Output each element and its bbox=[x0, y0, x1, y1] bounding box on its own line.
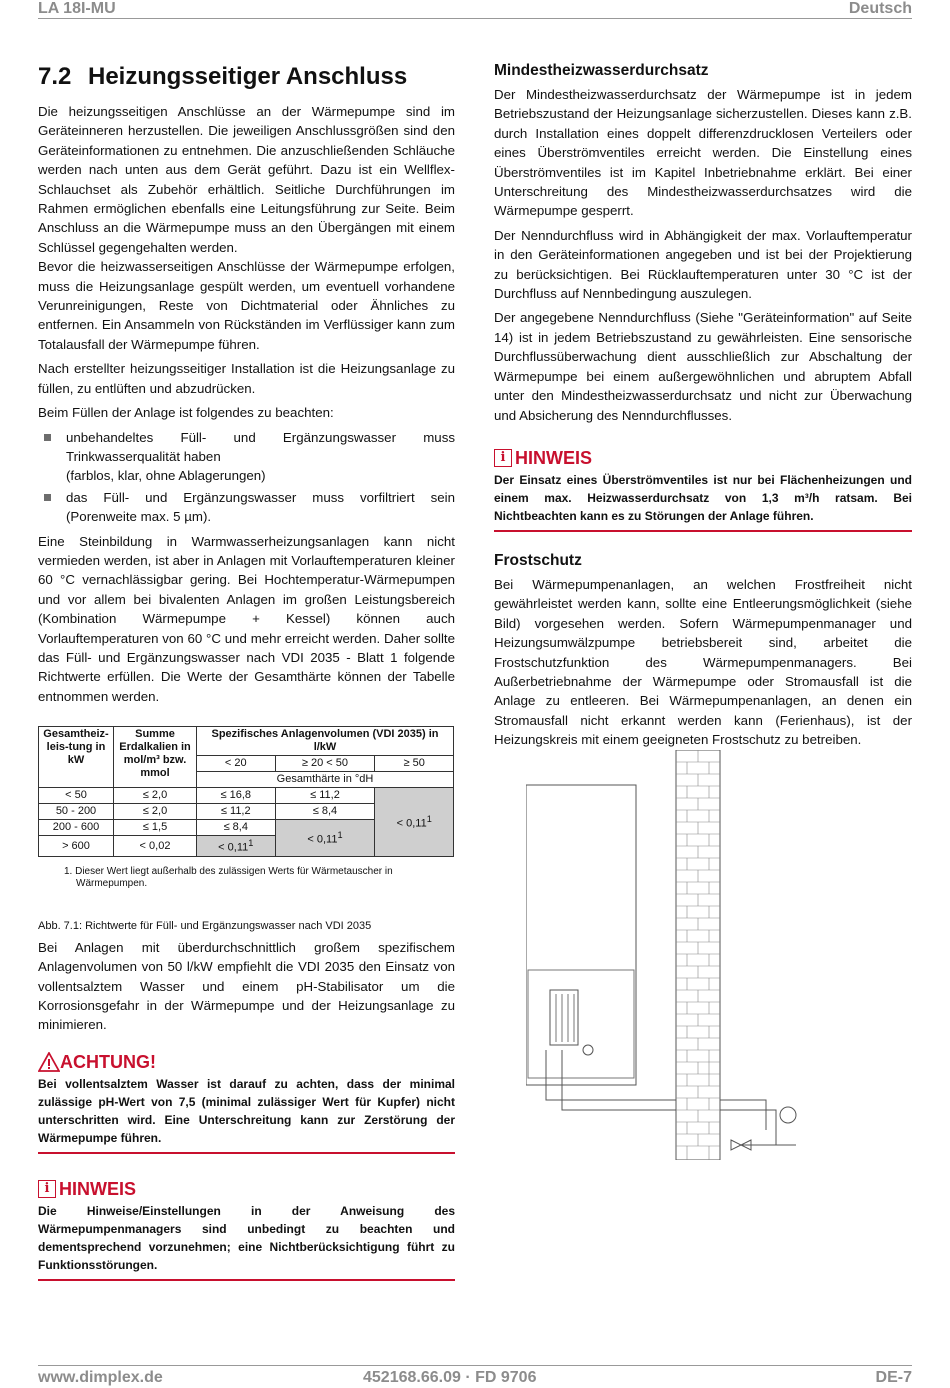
paragraph: Bei Anlagen mit überdurchschnittlich großem spezifischem Anlagenvolumen von 50 l/kW empfiehlt die VDI 2035 den Einsatz von vollentsalztem Wasser und einem pH-Stabilisator um die Korrosionsgefahr in der Wärmepumpe und der Heizungsanlage zu minimieren. bbox=[38, 939, 455, 1033]
table-header-hardness: Gesamthärte in °dH bbox=[197, 772, 454, 788]
info-icon: i bbox=[38, 1180, 56, 1198]
section-heading: Mindestheizwasserdurchsatz bbox=[494, 62, 709, 79]
hinweis-box bbox=[494, 447, 912, 532]
table-cell: ≤ 16,8 bbox=[197, 788, 276, 804]
vdi-2035-table bbox=[38, 726, 454, 857]
achtung-title: ACHTUNG! bbox=[60, 1051, 156, 1072]
paragraph: Der Nenndurchfluss wird in Abhängigkeit der max. Vorlauftemperatur in den Geräteinformationen angegeben und ist bei der Projektierung zu berücksichtigen. Bei Rücklauftemperaturen unter 30 °C ist der Durchfluss auf Nennbedingung auszulegen. bbox=[494, 227, 912, 302]
page-header bbox=[38, 0, 912, 19]
list-item-text: unbehandeltes Füll- und Ergänzungswasser muss Trinkwasserqualität haben bbox=[66, 429, 455, 464]
list-item bbox=[38, 488, 455, 527]
table-footnote: 1. Dieser Wert liegt außerhalb des zulässigen Werts für Wärmetauscher in Wärmepumpen. bbox=[64, 865, 393, 889]
paragraph: Eine Steinbildung in Warmwasserheizungsanlagen kann nicht vermieden werden, ist aber in Anlagen mit Vorlauftemperaturen kleiner 60 °C vernachlässigbar gering. Bei Hochtemperatur-Wärmepumpen und vor allem bei bivalenten Anlagen im großen Leistungsbereich (Kombination Wärmepumpe + Kessel) können auch Vorlauftemperaturen von 60 °C und mehr erreicht werden. Daher sollte das Füll- und Ergänzungswasser nach VDI 2035 - Blatt 1 folgende Richtwerte erfüllen. Die Werte der Gesamthärte können der Tabelle entnommen werden. bbox=[38, 533, 455, 704]
info-icon: i bbox=[494, 449, 512, 467]
paragraph: Nach erstellter heizungsseitiger Installation ist die Heizungsanlage zu füllen, zu entlüften und abzudrücken. bbox=[38, 361, 455, 396]
table-cell: ≤ 8,4 bbox=[275, 804, 375, 820]
wall bbox=[676, 750, 720, 1160]
table-header-col: < 20 bbox=[197, 756, 276, 772]
table-cell: < 0,02 bbox=[114, 836, 197, 857]
page-footer bbox=[38, 1365, 912, 1388]
list-item-text: (farblos, klar, ohne Ablagerungen) bbox=[66, 468, 266, 484]
bullet-icon bbox=[44, 494, 51, 501]
table-cell: ≤ 2,0 bbox=[114, 788, 197, 804]
bullet-icon bbox=[44, 434, 51, 441]
heat-pump-unit bbox=[526, 785, 636, 1085]
footer-doc-number: 452168.66.09 · FD 9706 bbox=[363, 1369, 537, 1386]
table-header-sum: Summe Erdalkalien in mol/m³ bzw. mmol bbox=[114, 727, 197, 788]
header-model: LA 18I-MU bbox=[38, 0, 116, 17]
table-cell: > 600 bbox=[39, 836, 114, 857]
paragraph: Bevor die heizwasserseitigen Anschlüsse der Wärmepumpe erfolgen, muss die Heizungsanlage gespült werden, um eventuell vorhandene Verunreinigungen, Reste von Dichtmaterial oder Ähnliches zu entfernen. Ein Ansammeln von Rückständen im Verflüssiger kann zum Totalausfall der Wärmepumpe führen. bbox=[38, 259, 455, 352]
table-cell: 200 - 600 bbox=[39, 820, 114, 836]
table-cell: ≤ 1,5 bbox=[114, 820, 197, 836]
left-column bbox=[38, 60, 455, 1289]
table-cell-limit: < $0,11^1$ bbox=[275, 820, 375, 857]
fill-rules-list bbox=[38, 428, 455, 527]
achtung-text: Bei vollentsalztem Wasser ist darauf zu achten, dass der minimal zulässige pH-Wert von 7,5 (minimal zulässiger Wert für Kupfer) nicht unterschritten wird. Eine Unterschreitung kann zur Zerstörung der Wärmepumpe führen. bbox=[38, 1076, 455, 1145]
table-cell: ≤ 8,4 bbox=[197, 820, 276, 836]
table-header-col: ≥ 20 < 50 bbox=[275, 756, 375, 772]
header-language: Deutsch bbox=[848, 0, 912, 17]
footer-url[interactable]: www.dimplex.de bbox=[38, 1369, 163, 1386]
warning-icon bbox=[38, 1052, 60, 1072]
paragraph: Der angegebene Nenndurchfluss (Siehe "Geräteinformation" auf Seite 14) ist in jedem Betriebszustand zu gewährleisten. Eine sensorische Durchflussüberwachung dient ausschließlich zur Abschaltung der Wärmepumpe bei einem außergewöhnlichen und abruptem Abfall unter den Mindestheizwasserdurchsatz und nicht zur Überwachung und Absicherung des Nenndurchflusses. bbox=[494, 310, 912, 423]
table-cell: ≤ 11,2 bbox=[275, 788, 375, 804]
table-cell: ≤ 11,2 bbox=[197, 804, 276, 820]
section-heading: Frostschutz bbox=[494, 551, 582, 569]
frost-protection-drawing bbox=[526, 750, 812, 1160]
hinweis-box bbox=[38, 1178, 455, 1281]
table-cell: < 50 bbox=[39, 788, 114, 804]
table-header-col: ≥ 50 bbox=[375, 756, 454, 772]
right-column bbox=[494, 60, 912, 755]
table-cell: 50 - 200 bbox=[39, 804, 114, 820]
paragraph: Bei Wärmepumpenanlagen, an welchen Frostfreiheit nicht gewährleistet werden kann, sollte eine Entleerungsmöglichkeit (siehe Bild) vorgesehen werden. Sofern Wärmepumpenmanager und Heizungsumwälzpumpe betriebsbereit sind, arbeitet die Frostschutzfunktion des Wärmepumpenmanagers. Bei Außerbetriebnahme der Wärmepumpe oder Stromausfall ist die Anlage zu entleeren. Bei Wärmepumpenanlagen, an denen ein Stromausfall nicht erkannt werden kann (Ferienhaus), ist der Heizungskreis mit einem geeigneten Frostschutz zu betreiben. bbox=[494, 576, 912, 748]
hinweis-text: Die Hinweise/Einstellungen in der Anweisung des Wärmepumpenmanagers sind unbedingt zu beachten und dementsprechend vorzunehmen; eine Nichtberücksichtigung führt zu Funktionsstörungen. bbox=[38, 1203, 455, 1272]
list-item-text: das Füll- und Ergänzungswasser muss vorfiltriert sein (Porenweite max. 5 µm). bbox=[66, 489, 455, 525]
paragraph: Beim Füllen der Anlage ist folgendes zu beachten: bbox=[38, 405, 334, 421]
table-cell-limit: < $0,11^1$ bbox=[375, 788, 454, 857]
paragraph: Die heizungsseitigen Anschlüsse an der Wärmepumpe sind im Geräteinneren herzustellen. Die jeweiligen Anschlussgrößen sind den Geräteinformationen zu entnehmen. Die anzuschließenden Schläuche werden nach unten aus dem Gerät geführt. Dazu ist ein Wellflex-Schlauchset als Zubehör erhältlich. Seitliche Durchführungen im Rahmen ermöglichen ebenfalls eine Leitungsführung zur Seite. Beim Anschluss an die Wärmepumpe muss an den Übergängen mit einem Schlüssel gegengehalten werden. bbox=[38, 104, 455, 255]
figure-caption: Abb. 7.1: Richtwerte für Füll- und Ergänzungswasser nach VDI 2035 bbox=[38, 919, 372, 932]
hinweis-title: HINWEIS bbox=[515, 447, 593, 468]
table-cell-limit: < $0,11^1$ bbox=[197, 836, 276, 857]
table-row bbox=[39, 788, 454, 804]
section-number: 7.2 bbox=[38, 63, 72, 90]
hinweis-text: Der Einsatz eines Überströmventiles ist nur bei Flächenheizungen und einem max. Heizwasserdurchsatz von 1,3 m³/h ratsam. Bei Nichtbeachten kann es zu Störungen der Anlage führen. bbox=[494, 472, 912, 523]
section-title bbox=[38, 60, 455, 94]
hinweis-title: HINWEIS bbox=[59, 1178, 137, 1199]
table-header-power: Gesamtheiz-leis-tung in kW bbox=[39, 727, 114, 788]
footer-page-number: DE-7 bbox=[875, 1369, 912, 1386]
paragraph: Der Mindestheizwasserdurchsatz der Wärmepumpe ist in jedem Betriebszustand der Heizungsanlage sicherzustellen. Dieses kann z.B. durch Installation eines doppelt differenzdrucklosen Verteilers oder eines Überströmventiles erreicht werden. Die Einstellung eines Überströmventiles ist im Kapitel Inbetriebnahme erklärt. Bei einer Unterschreitung des Mindestheizwasserdurchsatzes wird die Wärmepumpe gesperrt. bbox=[494, 87, 912, 219]
table-header-volume: Spezifisches Anlagenvolumen (VDI 2035) in l/kW bbox=[197, 727, 454, 756]
table-cell: ≤ 2,0 bbox=[114, 804, 197, 820]
achtung-box bbox=[38, 1051, 455, 1154]
list-item bbox=[38, 428, 455, 486]
section-title-text: Heizungsseitiger Anschluss bbox=[88, 63, 408, 90]
